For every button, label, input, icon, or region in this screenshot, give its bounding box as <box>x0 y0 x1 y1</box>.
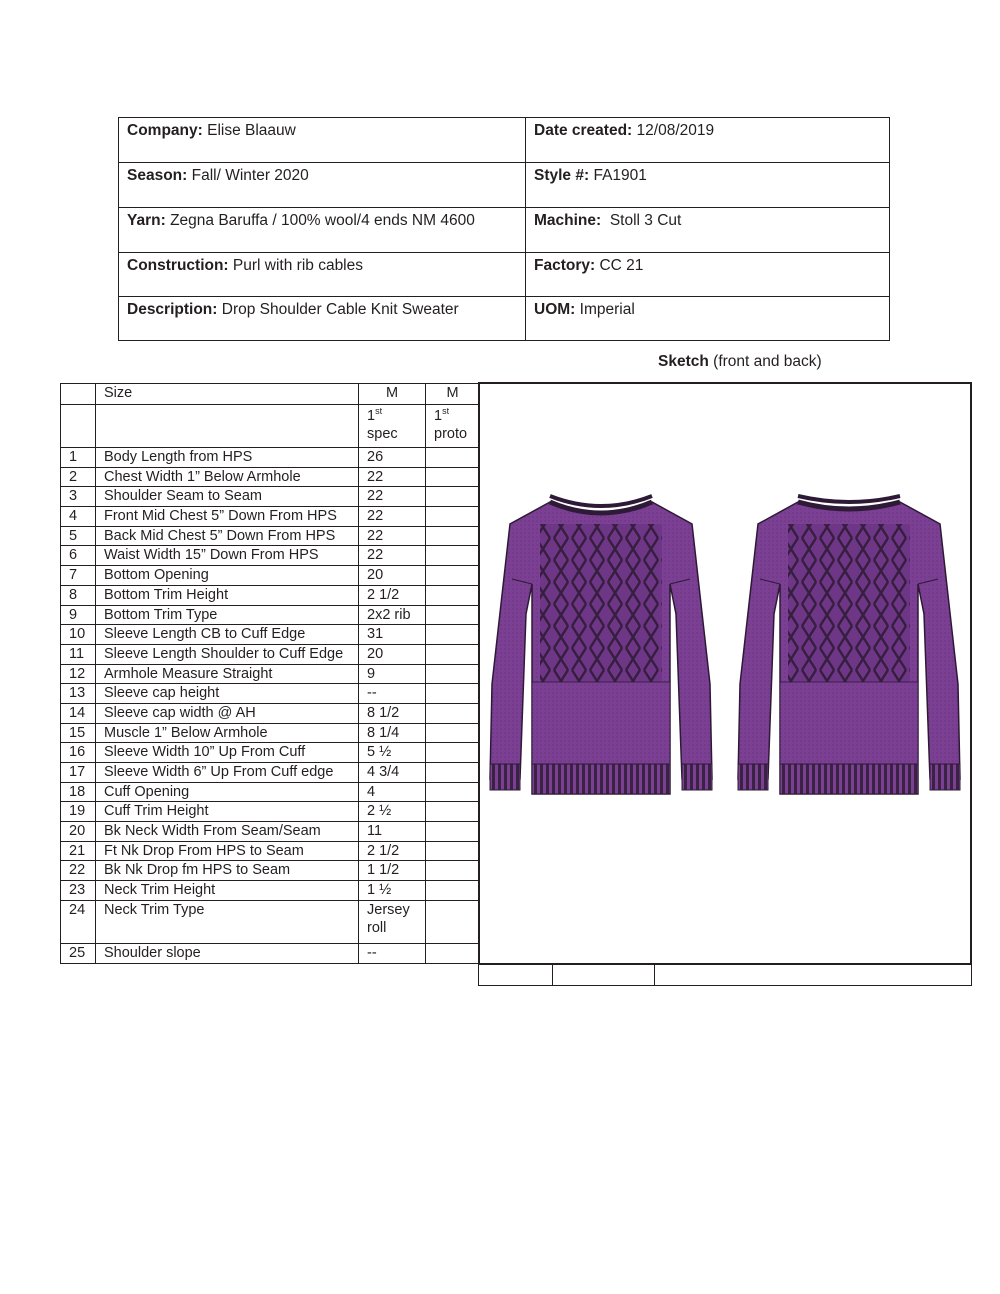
size-col2: M <box>426 384 480 405</box>
spec-value: 1 1/2 <box>359 861 426 881</box>
row-description: Cuff Trim Height <box>96 802 359 822</box>
spec-value: 4 <box>359 782 426 802</box>
spec-value: -- <box>359 684 426 704</box>
proto-value <box>426 644 480 664</box>
row-number: 24 <box>61 900 96 943</box>
spec-value: -- <box>359 943 426 963</box>
spec-value-line: Jersey <box>367 901 410 918</box>
proto-value <box>426 782 480 802</box>
sketch-title <box>658 353 822 371</box>
col2-stage: proto <box>434 426 468 442</box>
proto-value <box>426 763 480 783</box>
proto-value <box>426 664 480 684</box>
spec-value: 11 <box>359 822 426 842</box>
row-number: 25 <box>61 943 96 963</box>
uom-value: Imperial <box>579 301 635 318</box>
col1-ordinal: 1 <box>367 408 376 424</box>
proto-value <box>426 900 480 943</box>
size-num-cell <box>61 384 96 405</box>
table-row <box>61 723 480 743</box>
construction-label: Construction: <box>127 257 229 274</box>
proto-value <box>426 861 480 881</box>
spec-table <box>60 383 480 964</box>
proto-value <box>426 507 480 527</box>
row-description: Shoulder slope <box>96 943 359 963</box>
col1-subheader <box>359 405 426 448</box>
row-description: Chest Width 1” Below Armhole <box>96 467 359 487</box>
uom-cell <box>526 297 890 342</box>
proto-value <box>426 546 480 566</box>
proto-value <box>426 605 480 625</box>
table-row <box>61 861 480 881</box>
col2-subheader <box>426 405 480 448</box>
row-number: 5 <box>61 526 96 546</box>
row-number: 21 <box>61 841 96 861</box>
table-row <box>61 900 480 943</box>
spec-value: 22 <box>359 526 426 546</box>
col2-ordinal: 1 <box>434 408 443 424</box>
strip-divider <box>654 964 655 985</box>
description-value: Drop Shoulder Cable Knit Sweater <box>221 301 459 318</box>
col1-stage: spec <box>367 426 398 442</box>
row-number: 9 <box>61 605 96 625</box>
table-row <box>61 802 480 822</box>
row-number: 3 <box>61 487 96 507</box>
row-description: Muscle 1” Below Armhole <box>96 723 359 743</box>
header-info-table <box>118 117 890 341</box>
sketch-box <box>478 382 972 965</box>
proto-value <box>426 881 480 901</box>
row-number: 12 <box>61 664 96 684</box>
row-description: Body Length from HPS <box>96 448 359 468</box>
row-number: 10 <box>61 625 96 645</box>
yarn-value: Zegna Baruffa / 100% wool/4 ends NM 4600 <box>170 212 475 229</box>
company-value: Elise Blaauw <box>207 122 296 139</box>
table-row <box>61 684 480 704</box>
factory-label: Factory: <box>534 257 596 274</box>
proto-value <box>426 703 480 723</box>
spec-subheader-row <box>61 405 480 448</box>
proto-value <box>426 943 480 963</box>
spec-value: 31 <box>359 625 426 645</box>
spec-value: 9 <box>359 664 426 684</box>
row-number: 11 <box>61 644 96 664</box>
spec-value: 5 ½ <box>359 743 426 763</box>
season-value: Fall/ Winter 2020 <box>191 167 309 184</box>
row-description: Neck Trim Type <box>96 900 359 943</box>
row-description: Bk Neck Width From Seam/Seam <box>96 822 359 842</box>
subheader-num-cell <box>61 405 96 448</box>
row-description: Bottom Opening <box>96 566 359 586</box>
table-row <box>61 763 480 783</box>
yarn-label: Yarn: <box>127 212 166 229</box>
size-label-cell: Size <box>96 384 359 405</box>
table-row <box>61 743 480 763</box>
sweater-back <box>738 496 960 794</box>
row-number: 16 <box>61 743 96 763</box>
spec-value: 2 1/2 <box>359 585 426 605</box>
spec-value: 22 <box>359 467 426 487</box>
company-cell <box>119 118 525 163</box>
row-description: Shoulder Seam to Seam <box>96 487 359 507</box>
row-number: 2 <box>61 467 96 487</box>
spec-value: 22 <box>359 507 426 527</box>
row-description: Bottom Trim Height <box>96 585 359 605</box>
row-description: Sleeve Width 10” Up From Cuff <box>96 743 359 763</box>
row-number: 20 <box>61 822 96 842</box>
spec-value: 22 <box>359 546 426 566</box>
table-row <box>61 546 480 566</box>
sketch-title-bold: Sketch <box>658 353 709 370</box>
row-number: 7 <box>61 566 96 586</box>
description-cell <box>119 297 525 342</box>
factory-cell <box>526 253 890 298</box>
uom-label: UOM: <box>534 301 576 318</box>
row-description: Sleeve cap width @ AH <box>96 703 359 723</box>
spec-value: 2 ½ <box>359 802 426 822</box>
row-number: 13 <box>61 684 96 704</box>
row-description: Sleeve Length Shoulder to Cuff Edge <box>96 644 359 664</box>
row-description: Bk Nk Drop fm HPS to Seam <box>96 861 359 881</box>
row-description: Armhole Measure Straight <box>96 664 359 684</box>
proto-value <box>426 448 480 468</box>
table-row <box>61 822 480 842</box>
spec-value: 20 <box>359 566 426 586</box>
proto-value <box>426 566 480 586</box>
row-number: 6 <box>61 546 96 566</box>
proto-value <box>426 625 480 645</box>
row-description: Neck Trim Height <box>96 881 359 901</box>
extra-columns-strip <box>478 964 972 986</box>
row-description: Cuff Opening <box>96 782 359 802</box>
col2-sup: st <box>442 406 450 417</box>
row-description: Back Mid Chest 5” Down From HPS <box>96 526 359 546</box>
table-row <box>61 526 480 546</box>
row-description: Ft Nk Drop From HPS to Seam <box>96 841 359 861</box>
date-value: 12/08/2019 <box>636 122 715 139</box>
proto-value <box>426 723 480 743</box>
table-row <box>61 585 480 605</box>
date-cell <box>526 118 890 163</box>
proto-value <box>426 822 480 842</box>
proto-value <box>426 526 480 546</box>
table-row <box>61 605 480 625</box>
table-row <box>61 448 480 468</box>
table-row <box>61 467 480 487</box>
row-number: 15 <box>61 723 96 743</box>
table-row <box>61 841 480 861</box>
size-row <box>61 384 480 405</box>
yarn-cell <box>119 208 525 253</box>
spec-value: 20 <box>359 644 426 664</box>
sketch-title-rest: (front and back) <box>713 353 822 370</box>
table-row <box>61 664 480 684</box>
proto-value <box>426 684 480 704</box>
proto-value <box>426 487 480 507</box>
construction-cell <box>119 253 525 298</box>
row-description: Sleeve Length CB to Cuff Edge <box>96 625 359 645</box>
sweater-front <box>490 496 712 794</box>
construction-value: Purl with rib cables <box>232 257 363 274</box>
table-row <box>61 625 480 645</box>
spec-value: 26 <box>359 448 426 468</box>
row-description: Sleeve cap height <box>96 684 359 704</box>
size-col1: M <box>359 384 426 405</box>
row-number: 14 <box>61 703 96 723</box>
row-number: 17 <box>61 763 96 783</box>
table-row <box>61 507 480 527</box>
description-label: Description: <box>127 301 218 318</box>
row-number: 23 <box>61 881 96 901</box>
table-row <box>61 782 480 802</box>
style-cell <box>526 163 890 208</box>
row-number: 19 <box>61 802 96 822</box>
table-row <box>61 487 480 507</box>
machine-label: Machine: <box>534 212 602 229</box>
spec-value: 2 1/2 <box>359 841 426 861</box>
row-number: 1 <box>61 448 96 468</box>
row-description: Bottom Trim Type <box>96 605 359 625</box>
table-row <box>61 703 480 723</box>
season-label: Season: <box>127 167 188 184</box>
spec-value: 8 1/4 <box>359 723 426 743</box>
spec-value: 2x2 rib <box>359 605 426 625</box>
proto-value <box>426 743 480 763</box>
proto-value <box>426 841 480 861</box>
proto-value <box>426 802 480 822</box>
table-row <box>61 943 480 963</box>
spec-value <box>359 900 426 943</box>
table-row <box>61 644 480 664</box>
sweater-sketch <box>480 384 970 963</box>
spec-value: 8 1/2 <box>359 703 426 723</box>
season-cell <box>119 163 525 208</box>
table-row <box>61 881 480 901</box>
proto-value <box>426 467 480 487</box>
table-row <box>61 566 480 586</box>
row-description: Waist Width 15” Down From HPS <box>96 546 359 566</box>
spec-value: 1 ½ <box>359 881 426 901</box>
company-label: Company: <box>127 122 203 139</box>
col1-sup: st <box>375 406 383 417</box>
spec-value-line: roll <box>367 919 387 936</box>
machine-value: Stoll 3 Cut <box>609 212 682 229</box>
strip-divider <box>552 964 553 985</box>
row-number: 8 <box>61 585 96 605</box>
date-label: Date created: <box>534 122 633 139</box>
row-number: 18 <box>61 782 96 802</box>
spec-value: 22 <box>359 487 426 507</box>
style-label: Style #: <box>534 167 590 184</box>
style-value: FA1901 <box>593 167 647 184</box>
row-number: 4 <box>61 507 96 527</box>
row-description: Front Mid Chest 5” Down From HPS <box>96 507 359 527</box>
spec-value: 4 3/4 <box>359 763 426 783</box>
machine-cell <box>526 208 890 253</box>
row-description: Sleeve Width 6” Up From Cuff edge <box>96 763 359 783</box>
proto-value <box>426 585 480 605</box>
row-number: 22 <box>61 861 96 881</box>
factory-value: CC 21 <box>599 257 644 274</box>
subheader-desc-cell <box>96 405 359 448</box>
